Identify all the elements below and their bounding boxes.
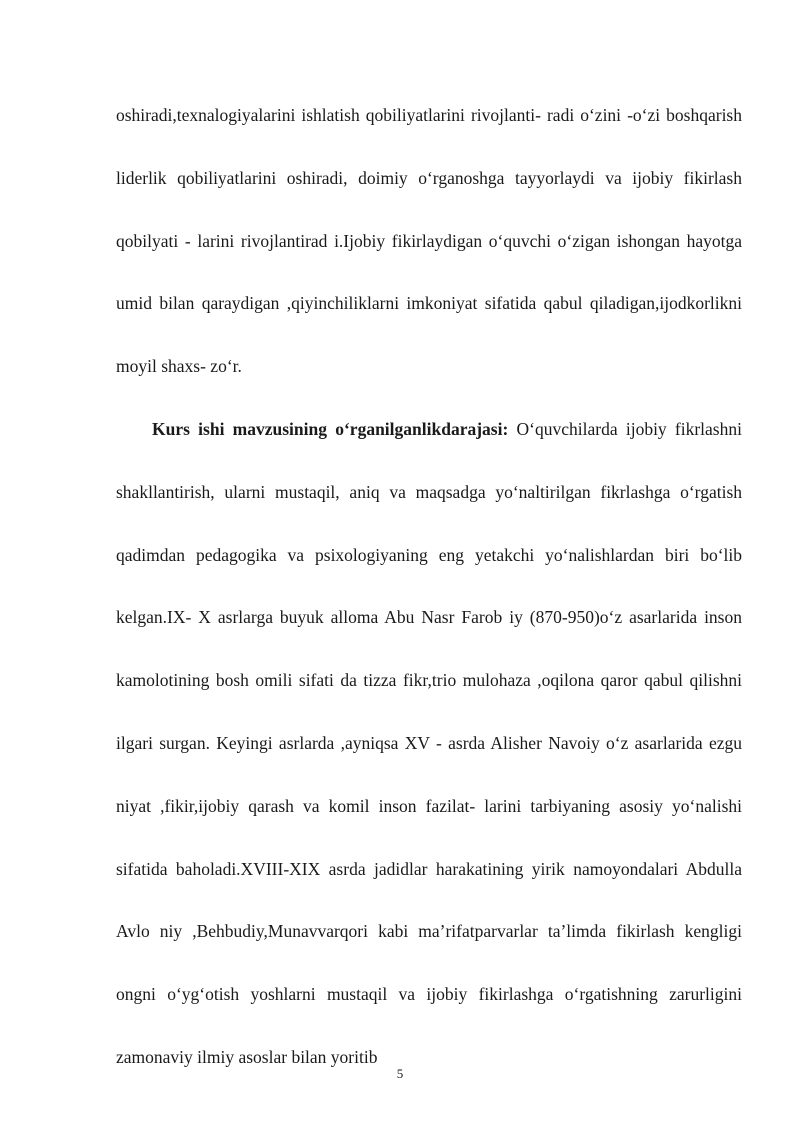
page-number: 5	[396, 1066, 404, 1081]
paragraph-continuation: oshiradi,texnalogiyalarini ishlatish qobiliyatlarini rivojlanti- radi o‘zini -o‘zi boshqarish liderlik qobiliyatlarini oshiradi, doimiy o‘rganoshga tayyorlaydi va ijobiy fikirlash qobilyati - larini rivojlantirad i.Ijobiy fikirlaydigan o‘quvchi o‘zigan ishongan hayotga umid bilan qaraydigan ,qiyinchiliklarni imkoniyat sifatida qabul qiladigan,ijodkorlikni moyil shaxs- zo‘r.	[116, 105, 742, 377]
document-body	[116, 84, 742, 1089]
paragraph-study-level	[116, 398, 742, 1089]
paragraph-heading: Kurs ishi mavzusining o‘rganilganlikdarajasi:	[152, 418, 509, 439]
paragraph-body: O‘quvchilarda ijobiy fikrlashni shakllantirish, ularni mustaqil, aniq va maqsadga yo‘naltirilgan fikrlashga o‘rgatish qadimdan pedagogika va psixologiyaning eng yetakchi yo‘nalishlardan biri bo‘lib kelgan.IX- X asrlarga buyuk alloma Abu Nasr Farob iy (870-950)o‘z asarlarida inson kamolotining bosh omili sifati da tizza fikr,trio mulohaza ,oqilona qaror qabul qilishni ilgari surgan. Keyingi asrlarda ,ayniqsa XV - asrda Alisher Navoiy o‘z asarlarida ezgu niyat ,fikir,ijobiy qarash va komil inson fazilat- larini tarbiyaning asosiy yo‘nalishi sifatida baholadi.XVIII-XIX asrda jadidlar harakatining yirik namoyondalari Abdulla Avlo niy ,Behbudiy,Munavvarqori kabi ma’rifatparvarlar ta’limda fikirlash kengligi ongni o‘yg‘otish yoshlarni mustaqil va ijobiy fikirlashga o‘rgatishning zarurligini zamonaviy ilmiy asoslar bilan yoritib	[116, 418, 742, 1067]
